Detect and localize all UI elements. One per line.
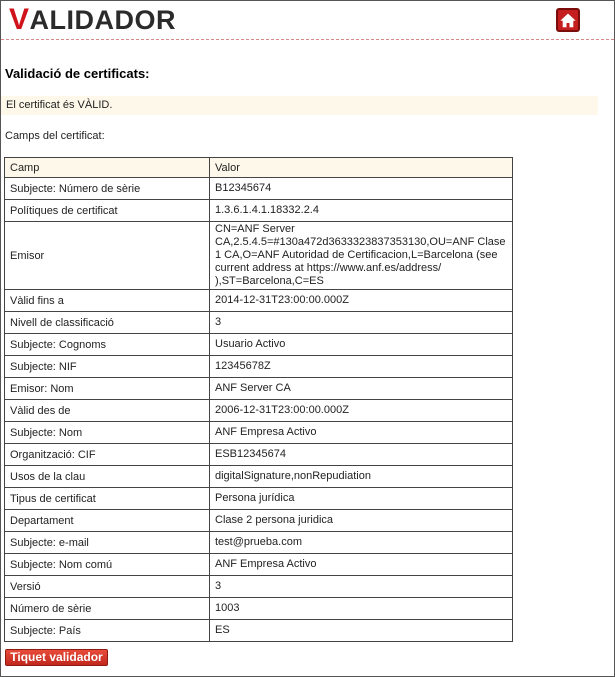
field-name-cell: Usos de la clau: [5, 466, 210, 488]
logo-text: ALIDADOR: [29, 5, 177, 35]
table-row: [5, 444, 513, 466]
field-value-cell: 1003: [210, 598, 513, 620]
certificate-fields-table: [4, 157, 513, 642]
table-header-row: [5, 158, 513, 178]
table-row: [5, 334, 513, 356]
field-name-cell: Subjecte: Nom: [5, 422, 210, 444]
header: [1, 1, 614, 40]
field-name-cell: Subjecte: País: [5, 620, 210, 642]
field-value-cell: test@prueba.com: [210, 532, 513, 554]
field-name-cell: Subjecte: Cognoms: [5, 334, 210, 356]
table-row: [5, 222, 513, 290]
table-row: [5, 178, 513, 200]
table-row: [5, 312, 513, 334]
table-row: [5, 290, 513, 312]
table-row: [5, 576, 513, 598]
field-value-cell: Clase 2 persona juridica: [210, 510, 513, 532]
field-value-cell: ESB12345674: [210, 444, 513, 466]
column-header-value: Valor: [210, 158, 513, 178]
table-row: [5, 378, 513, 400]
field-value-cell: Usuario Activo: [210, 334, 513, 356]
field-value-cell: ANF Empresa Activo: [210, 422, 513, 444]
field-name-cell: Vàlid fins a: [5, 290, 210, 312]
home-button[interactable]: [556, 8, 580, 32]
table-row: [5, 356, 513, 378]
validation-result: El certificat és VÀLID.: [1, 96, 598, 115]
table-row: [5, 510, 513, 532]
validador-logo: [9, 5, 176, 35]
table-row: [5, 598, 513, 620]
tiquet-validador-button[interactable]: Tiquet validador: [5, 649, 108, 666]
field-value-cell: CN=ANF Server CA,2.5.4.5=#130a472d3633323837353130,OU=ANF Clase 1 CA,O=ANF Autoridad de Certificacion,L=Barcelona (see current address at https://www.anf.es/address/ ),ST=Barcelona,C=ES: [210, 222, 513, 290]
field-name-cell: Nivell de classificació: [5, 312, 210, 334]
column-header-field: Camp: [5, 158, 210, 178]
field-value-cell: 3: [210, 312, 513, 334]
field-name-cell: Emisor: [5, 222, 210, 290]
field-value-cell: B12345674: [210, 178, 513, 200]
table-row: [5, 466, 513, 488]
field-value-cell: digitalSignature,nonRepudiation: [210, 466, 513, 488]
field-value-cell: 3: [210, 576, 513, 598]
fields-label: Camps del certificat:: [5, 130, 105, 142]
page-title: Validació de certificats:: [5, 66, 150, 81]
home-icon: [560, 13, 576, 28]
table-row: [5, 620, 513, 642]
field-name-cell: Vàlid des de: [5, 400, 210, 422]
field-name-cell: Emisor: Nom: [5, 378, 210, 400]
field-value-cell: ANF Server CA: [210, 378, 513, 400]
table-row: [5, 422, 513, 444]
field-name-cell: Polítiques de certificat: [5, 200, 210, 222]
table-row: [5, 200, 513, 222]
field-name-cell: Versió: [5, 576, 210, 598]
field-value-cell: ANF Empresa Activo: [210, 554, 513, 576]
field-name-cell: Subjecte: e-mail: [5, 532, 210, 554]
table-row: [5, 532, 513, 554]
field-value-cell: 2006-12-31T23:00:00.000Z: [210, 400, 513, 422]
field-name-cell: Subjecte: NIF: [5, 356, 210, 378]
field-name-cell: Tipus de certificat: [5, 488, 210, 510]
field-value-cell: 12345678Z: [210, 356, 513, 378]
table-row: [5, 488, 513, 510]
field-value-cell: ES: [210, 620, 513, 642]
field-value-cell: 1.3.6.1.4.1.18332.2.4: [210, 200, 513, 222]
field-value-cell: Persona jurídica: [210, 488, 513, 510]
field-name-cell: Organització: CIF: [5, 444, 210, 466]
field-name-cell: Departament: [5, 510, 210, 532]
table-row: [5, 554, 513, 576]
field-name-cell: Número de sèrie: [5, 598, 210, 620]
field-name-cell: Subjecte: Nom comú: [5, 554, 210, 576]
field-name-cell: Subjecte: Número de sèrie: [5, 178, 210, 200]
logo-v-letter: V: [9, 3, 30, 36]
table-row: [5, 400, 513, 422]
field-value-cell: 2014-12-31T23:00:00.000Z: [210, 290, 513, 312]
